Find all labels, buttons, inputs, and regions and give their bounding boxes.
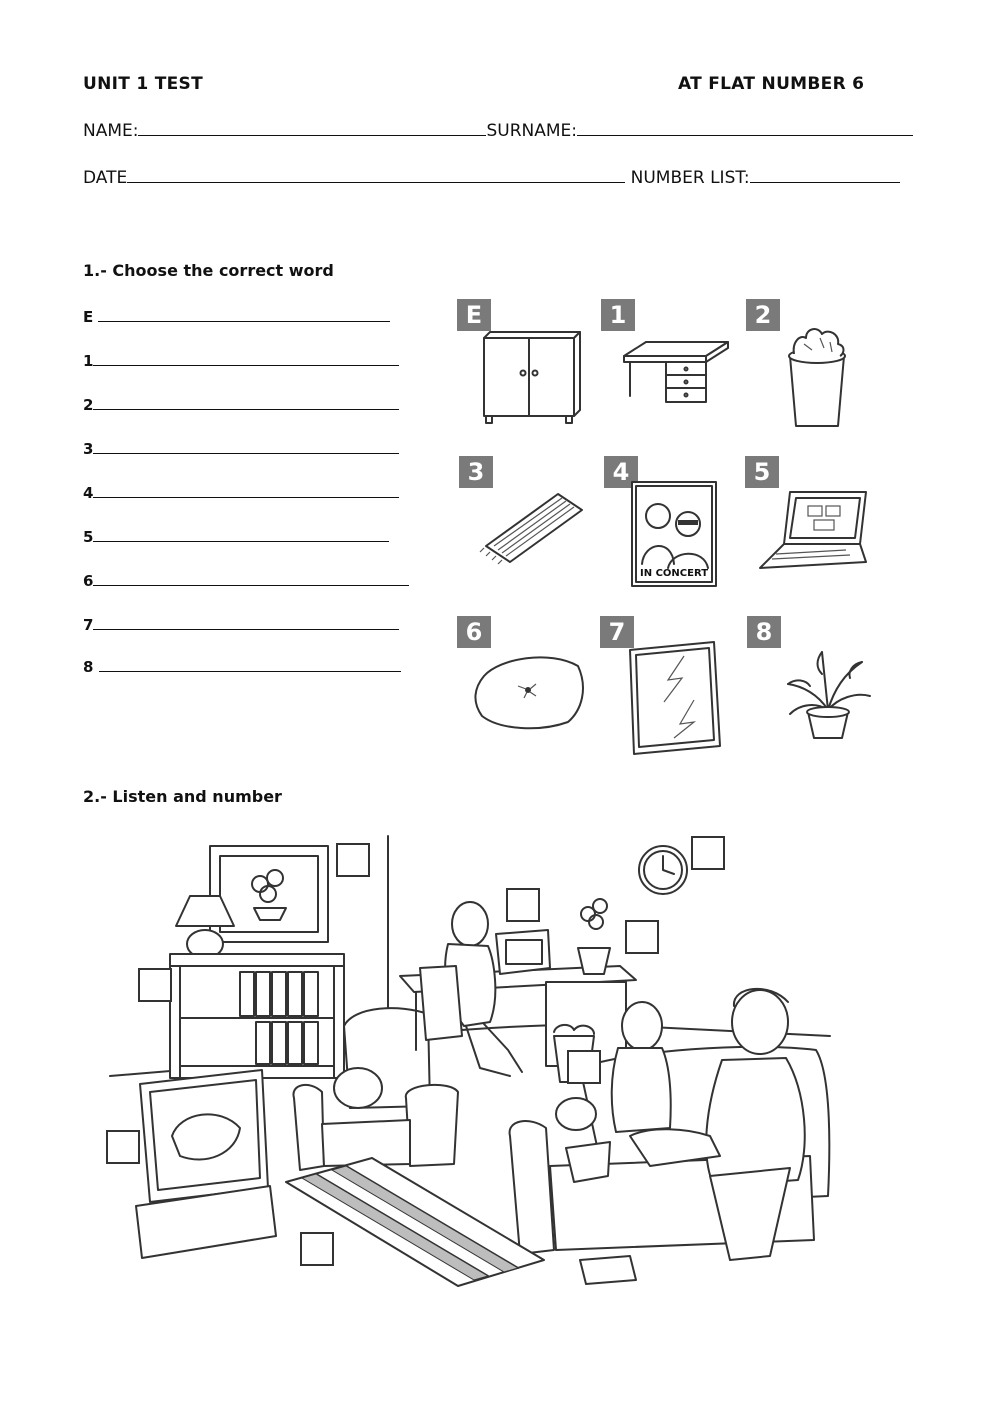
answer-row-6 (83, 571, 409, 590)
answer-box-bin[interactable] (567, 1050, 601, 1084)
number-list-label: NUMBER LIST: (630, 168, 750, 188)
answer-field[interactable] (99, 657, 401, 672)
answer-row-4 (83, 483, 399, 502)
name-label: NAME: (83, 121, 139, 141)
answer-field[interactable] (93, 571, 409, 586)
mirror-icon (624, 640, 724, 760)
answer-box-laptop[interactable] (506, 888, 540, 922)
answer-field[interactable] (93, 615, 399, 630)
badge-5: 5 (745, 456, 779, 488)
laptop-icon (756, 486, 872, 580)
date-field[interactable] (127, 168, 625, 183)
cushion-icon (470, 648, 590, 732)
date-label: DATE (83, 168, 128, 188)
badge-4: 4 (604, 456, 638, 488)
surname-field[interactable] (577, 121, 913, 136)
answer-label: 6 (83, 572, 94, 590)
answer-label: 1 (83, 352, 94, 370)
answer-label: 7 (83, 616, 94, 634)
answer-box-rug[interactable] (300, 1232, 334, 1266)
section1-title: 1.- Choose the correct word (83, 261, 334, 280)
answer-label: 5 (83, 528, 94, 546)
answer-label: 4 (83, 484, 94, 502)
desk-icon (620, 338, 732, 408)
badge-8: 8 (747, 616, 781, 648)
badge-2: 2 (746, 299, 780, 331)
unit-title: UNIT 1 TEST (83, 74, 203, 94)
worksheet-title: AT FLAT NUMBER 6 (678, 74, 865, 94)
answer-box-picture[interactable] (336, 843, 370, 877)
answer-row-5 (83, 527, 389, 546)
answer-field[interactable] (93, 351, 399, 366)
badge-6: 6 (457, 616, 491, 648)
living-room-illustration (110, 836, 840, 1288)
answer-field[interactable] (93, 527, 389, 542)
badge-e: E (457, 299, 491, 331)
wardrobe-icon (478, 328, 583, 428)
answer-label: 8 (83, 658, 94, 676)
number-list-field[interactable] (750, 168, 900, 183)
answer-box-plant[interactable] (625, 920, 659, 954)
badge-7: 7 (600, 616, 634, 648)
answer-row-8 (83, 657, 401, 676)
answer-box-tv[interactable] (106, 1130, 140, 1164)
poster-caption: IN CONCERT (640, 568, 709, 579)
answer-field[interactable] (98, 307, 390, 322)
answer-row-3 (83, 439, 399, 458)
answer-box-bookshelf[interactable] (138, 968, 172, 1002)
answer-row-2 (83, 395, 399, 414)
name-row (83, 121, 913, 141)
answer-field[interactable] (93, 483, 399, 498)
section2-title: 2.- Listen and number (83, 787, 282, 806)
answer-row-1 (83, 351, 399, 370)
answer-row-7 (83, 615, 399, 634)
badge-1: 1 (601, 299, 635, 331)
answer-label: 2 (83, 396, 94, 414)
badge-3: 3 (459, 456, 493, 488)
plant-icon (782, 632, 874, 744)
answer-box-clock[interactable] (691, 836, 725, 870)
surname-label: SURNAME: (486, 121, 578, 141)
date-row (83, 168, 900, 188)
rug-icon (480, 488, 590, 568)
bin-icon (782, 322, 852, 432)
answer-field[interactable] (93, 439, 399, 454)
name-field[interactable] (138, 121, 486, 136)
answer-row-e (83, 307, 390, 326)
answer-label: 3 (83, 440, 94, 458)
answer-label: E (83, 308, 94, 326)
answer-field[interactable] (93, 395, 399, 410)
